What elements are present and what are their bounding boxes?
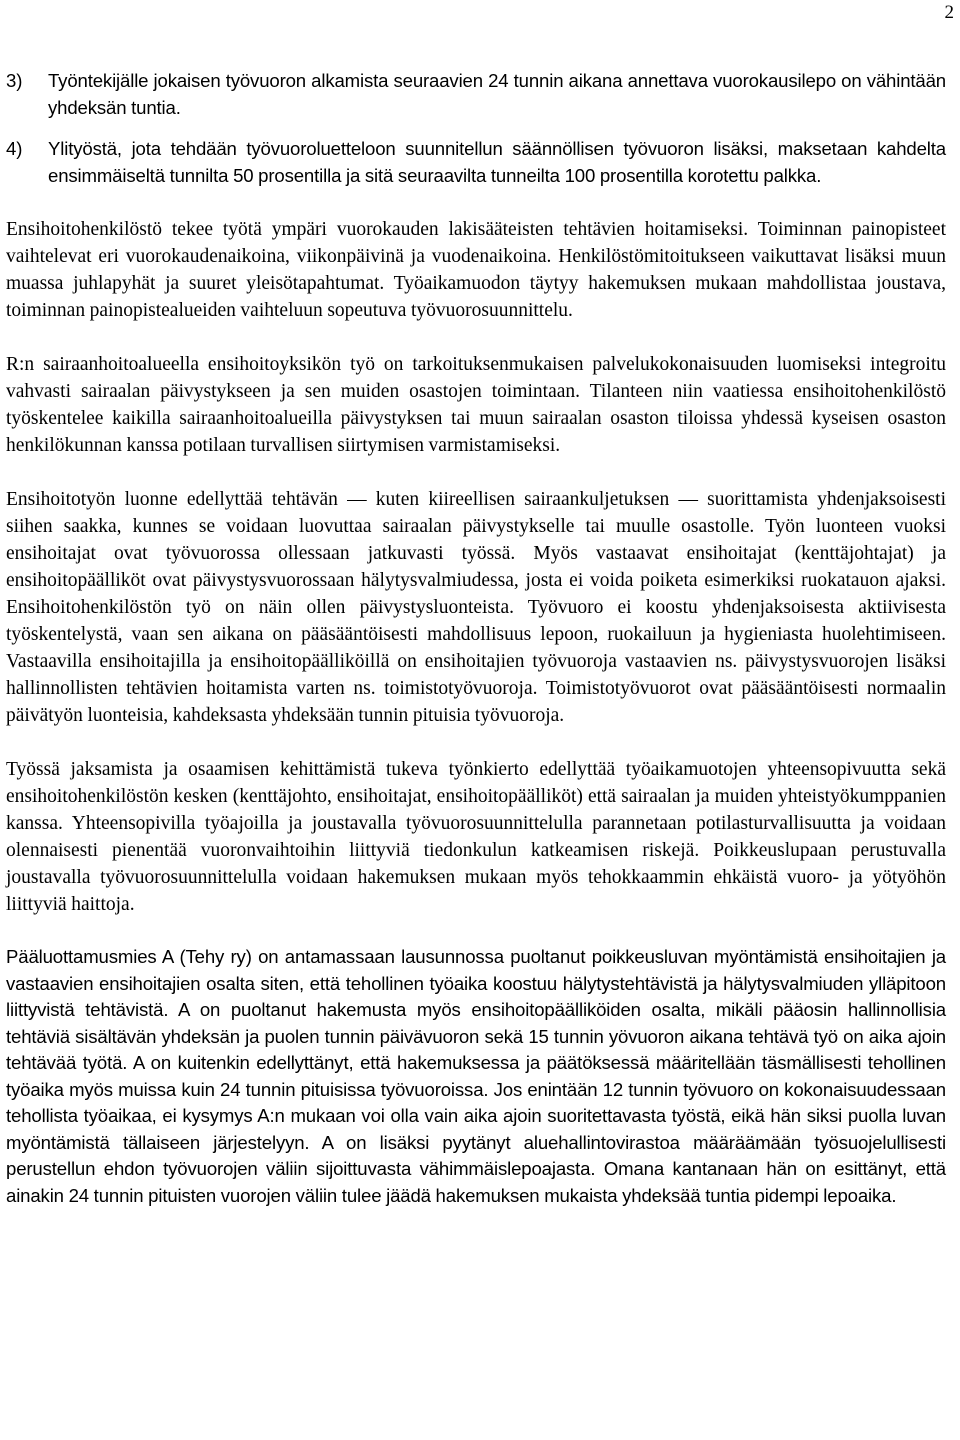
- list-item-3: [6, 68, 946, 121]
- paragraph-nature-of-work: Ensihoitotyön luonne edellyttää tehtävän — kuten kiireellisen sairaankuljetuksen — suorittamista yhdenjaksoisesti siihen saakka, kunnes se voidaan luovuttaa sairaalan päivystykselle tai muulle osastolle. Työn luonteen vuoksi ensihoitajat ovat työvuorossa ollessaan jatkuvasti työssä. Myös vastaavat ensihoitajat (kenttäjohtajat) ja ensihoitopäälliköt ovat päivystysvuorossaan hälytysvalmiudessa, josta ei voida poiketa esimerkiksi ruokatauon ajaksi. Ensihoitohenkilöstön työ on näin ollen päivystysluonteista. Työvuoro ei koostu yhdenjaksoisesta aktiivisesta työskentelystä, vaan sen aikana on pääsääntöisesti mahdollisuus lepoon, ruokailuun ja hygieniasta huolehtimiseen. Vastaavilla ensihoitajilla ja ensihoitopäälliköillä on ensihoitajien työvuoroja vastaavien ns. päivystysvuorojen lisäksi hallinnollisten tehtävien hoitamista varten ns. toimistotyövuoroja. Toimistotyövuorot ovat pääsääntöisesti normaalin päivätyön luonteisia, kahdeksasta yhdeksään tunnin pituisia työvuoroja.: [6, 489, 946, 726]
- document-body: [6, 68, 946, 1209]
- list-item-text: Ylityöstä, jota tehdään työvuoroluetteloon suunnitellun säännöllisen työvuoron lisäksi, maksetaan kahdelta ensimmäiseltä tunnilta 50 prosentilla ja sitä seuraavilta tunneilta 100 prosentilla korotettu palkka.: [48, 138, 946, 186]
- paragraph-hospital-integration: R:n sairaanhoitoalueella ensihoitoyksikön työ on tarkoituksenmukaisen palvelukokonaisuuden luomiseksi integroitu vahvasti sairaalan päivystykseen ja sen muiden osastojen toimintaan. Tilanteen niin vaatiessa ensihoitohenkilöstö työskentelee kaikilla sairaanhoitoalueilla päivystyksen tai muun sairaalan osaston tiloissa yhdessä kyseisen osaston henkilökunnan kanssa potilaan turvallisen siirtymisen varmistamiseksi.: [6, 354, 946, 456]
- paragraph-shop-steward-statement: Pääluottamusmies A (Tehy ry) on antamassaan lausunnossa puoltanut poikkeusluvan myöntämistä ensihoitajien ja vastaavien ensihoitajien osalta siten, että tehollinen työaika koostuu hälytystehtävistä ja hälytysvalmiuden ylläpitoon liittyvistä tehtävistä. A on puoltanut hakemusta myös ensihoitopäälliköiden osalta, mikäli pääosin hallinnollisia tehtäviä sisältävän yhdeksän ja puolen tunnin päivävuoron sekä 15 tunnin yövuoron aikana tehtävä työ on aika ajoin tehtävää työtä. A on kuitenkin edellyttänyt, että hakemuksessa ja päätöksessä määritellään täsmällisesti tehollinen työaika myös muissa kuin 24 tunnin pituisissa työvuoroissa. Jos enintään 12 tunnin työvuoro on kokonaisuudessaan tehollista työaikaa, ei kysymys A:n mukaan voi olla vain aika ajoin suoritettavasta työstä, eikä hän siksi puolla luvan myöntämistä tällaiseen järjestelyyn. A on lisäksi pyytänyt aluehallintovirastoa määräämään työsuojelullisesti perustellun ehdon työvuorojen väliin sijoittuvasta vähimmäislepoajasta. Omana kantanaan hän on esittänyt, että ainakin 24 tunnin pituisten vuorojen väliin tulee jäädä hakemuksen mukaista yhdeksää tuntia pidempi lepoaika.: [6, 946, 946, 1206]
- paragraph-working-hours-needs: Ensihoitohenkilöstö tekee työtä ympäri vuorokauden lakisääteisten tehtävien hoitamiseksi. Toiminnan painopisteet vaihtelevat eri vuorokaudenaikoina, viikonpäivinä ja vuodenaikoina. Henkilöstömitoitukseen vaikuttavat lisäksi muun muassa juhlapyhät ja suuret yleisötapahtumat. Työaikamuodon täytyy hakemuksen mukaan mahdollistaa joustava, toiminnan painopistealueiden vaihteluun sopeutuva työvuorosuunnittelu.: [6, 219, 946, 321]
- list-item-number: 4): [6, 138, 23, 159]
- paragraph-job-rotation: Työssä jaksamista ja osaamisen kehittämistä tukeva työnkierto edellyttää työaikamuotojen yhteensopivuutta sekä ensihoitohenkilöstön kesken (kenttäjohto, ensihoitajat, ensihoitopäälliköt) että sairaalan ja muiden yhteistyökumppanien kanssa. Yhteensopivilla työajoilla ja joustavalla työvuorosuunnittelulla parannetaan potilasturvallisuutta ja voidaan olennaisesti pienentää vuoronvaihtoihin liittyviä tiedonkulun katkeamisen riskejä. Poikkeuslupaan perustuvalla joustavalla työvuorosuunnittelulla voidaan hakemuksen mukaan myös tehokkaammin ehkäistä vuoro- ja yötyöhön liittyviä haittoja.: [6, 759, 946, 915]
- list-item-4: [6, 136, 946, 189]
- list-item-text: Työntekijälle jokaisen työvuoron alkamista seuraavien 24 tunnin aikana annettava vuorokausilepo on vähintään yhdeksän tuntia.: [48, 70, 946, 118]
- page-number: 2: [944, 2, 954, 23]
- list-item-number: 3): [6, 70, 23, 91]
